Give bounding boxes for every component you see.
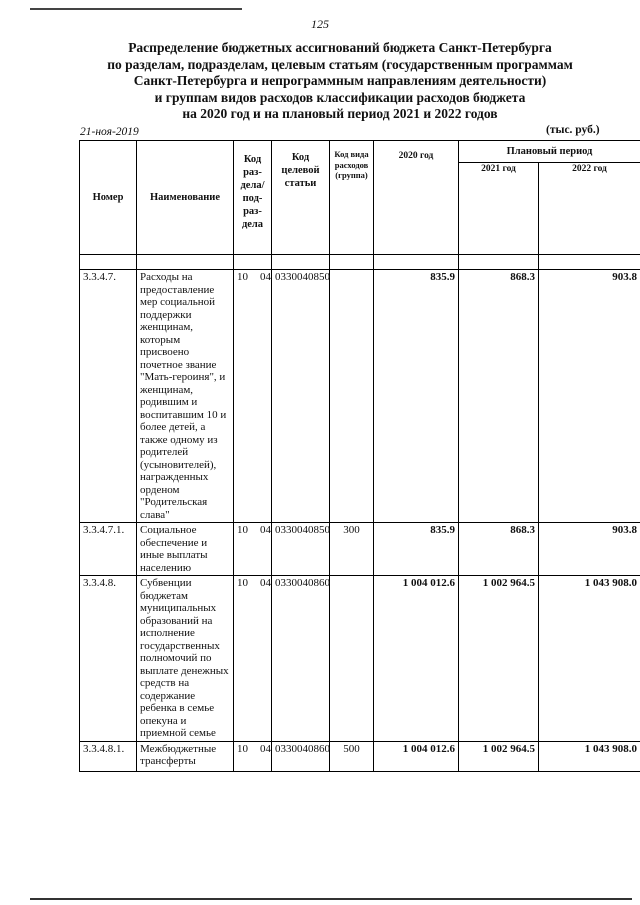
row-section-code: [234, 741, 272, 771]
header-2021: 2021 год: [459, 163, 539, 255]
header-target: Код целевой статьи: [272, 141, 330, 255]
row-value-2021: 1 002 964.5: [459, 576, 539, 742]
row-value-2021: 868.3: [459, 270, 539, 523]
table-row: [80, 270, 640, 523]
row-value-2020: 835.9: [374, 270, 459, 523]
row-value-2020: 1 004 012.6: [374, 576, 459, 742]
row-value-2020: 835.9: [374, 523, 459, 576]
row-value-2022: 1 043 908.0: [539, 576, 640, 742]
title-line-5: на 2020 год и на плановый период 2021 и 2022 годов: [182, 106, 498, 121]
table-row: [80, 523, 640, 576]
header-spacer: [80, 255, 640, 270]
subsection-code: 04: [260, 577, 271, 589]
title-line-1: Распределение бюджетных ассигнований бюджета Санкт-Петербурга: [128, 40, 552, 55]
header-planned-period: Плановый период: [459, 141, 640, 163]
subsection-code: 04: [260, 524, 271, 536]
row-name: Расходы на предоставление мер социальной поддержки женщинам, которым присвоено почетное звание "Мать-героиня", и женщинам, родившим и воспитавшим 10 и более детей, а также одному из родителей (усыновителей), награжденных орденом "Родительская слава": [137, 270, 234, 523]
table-row: [80, 741, 640, 771]
row-expense-code: 500: [330, 741, 374, 771]
units-label: (тыс. руб.): [546, 124, 600, 136]
row-target-code: 0330040860: [272, 741, 330, 771]
row-number: 3.3.4.8.: [80, 576, 137, 742]
title-line-4: и группам видов расходов классификации расходов бюджета: [154, 89, 526, 105]
subsection-code: 04: [260, 271, 271, 283]
row-expense-code: [330, 270, 374, 523]
row-section-code: [234, 270, 272, 523]
row-value-2021: 868.3: [459, 523, 539, 576]
row-section-code: [234, 576, 272, 742]
section-code: 10: [237, 742, 248, 755]
row-section-code: [234, 523, 272, 576]
title-line-2: по разделам, подразделам, целевым статьям (государственным программам: [107, 56, 573, 72]
header-2022: 2022 год: [539, 163, 640, 255]
row-value-2021: 1 002 964.5: [459, 741, 539, 771]
row-expense-code: [330, 576, 374, 742]
budget-table: [79, 140, 640, 772]
subsection-code: 04: [260, 742, 271, 755]
top-rule: [30, 8, 242, 10]
row-value-2022: 903.8: [539, 523, 640, 576]
row-target-code: 0330040850: [272, 523, 330, 576]
header-name: Наименование: [137, 141, 234, 255]
document-title: [60, 40, 620, 123]
bottom-rule: [30, 898, 632, 900]
row-target-code: 0330040850: [272, 270, 330, 523]
row-number: 3.3.4.7.1.: [80, 523, 137, 576]
page-number: 125: [311, 17, 329, 31]
section-code: 10: [237, 524, 248, 536]
section-code: 10: [237, 271, 248, 283]
row-name: Социальное обеспечение и иные выплаты населению: [137, 523, 234, 576]
row-number: 3.3.4.8.1.: [80, 741, 137, 771]
title-line-3: Санкт-Петербурга и непрограммным направлениям деятельности): [133, 73, 547, 88]
section-code: 10: [237, 577, 248, 589]
row-value-2020: 1 004 012.6: [374, 741, 459, 771]
row-value-2022: 903.8: [539, 270, 640, 523]
row-target-code: 0330040860: [272, 576, 330, 742]
row-name: Межбюджетные трансферты: [137, 741, 234, 771]
row-value-2022: 1 043 908.0: [539, 741, 640, 771]
row-number: 3.3.4.7.: [80, 270, 137, 523]
table-row: [80, 576, 640, 742]
header-number: Номер: [80, 141, 137, 255]
document-date: 21-ноя-2019: [80, 126, 139, 138]
header-expense-type: Код вида расходов (группа): [330, 141, 374, 255]
header-section: Код раз-дела/ под-раз-дела: [234, 141, 272, 255]
row-name: Субвенции бюджетам муниципальных образований на исполнение государственных полномочий по выплате денежных средств на содержание ребенка в семье опекуна и приемной семье: [137, 576, 234, 742]
row-expense-code: 300: [330, 523, 374, 576]
header-2020: 2020 год: [374, 141, 459, 255]
